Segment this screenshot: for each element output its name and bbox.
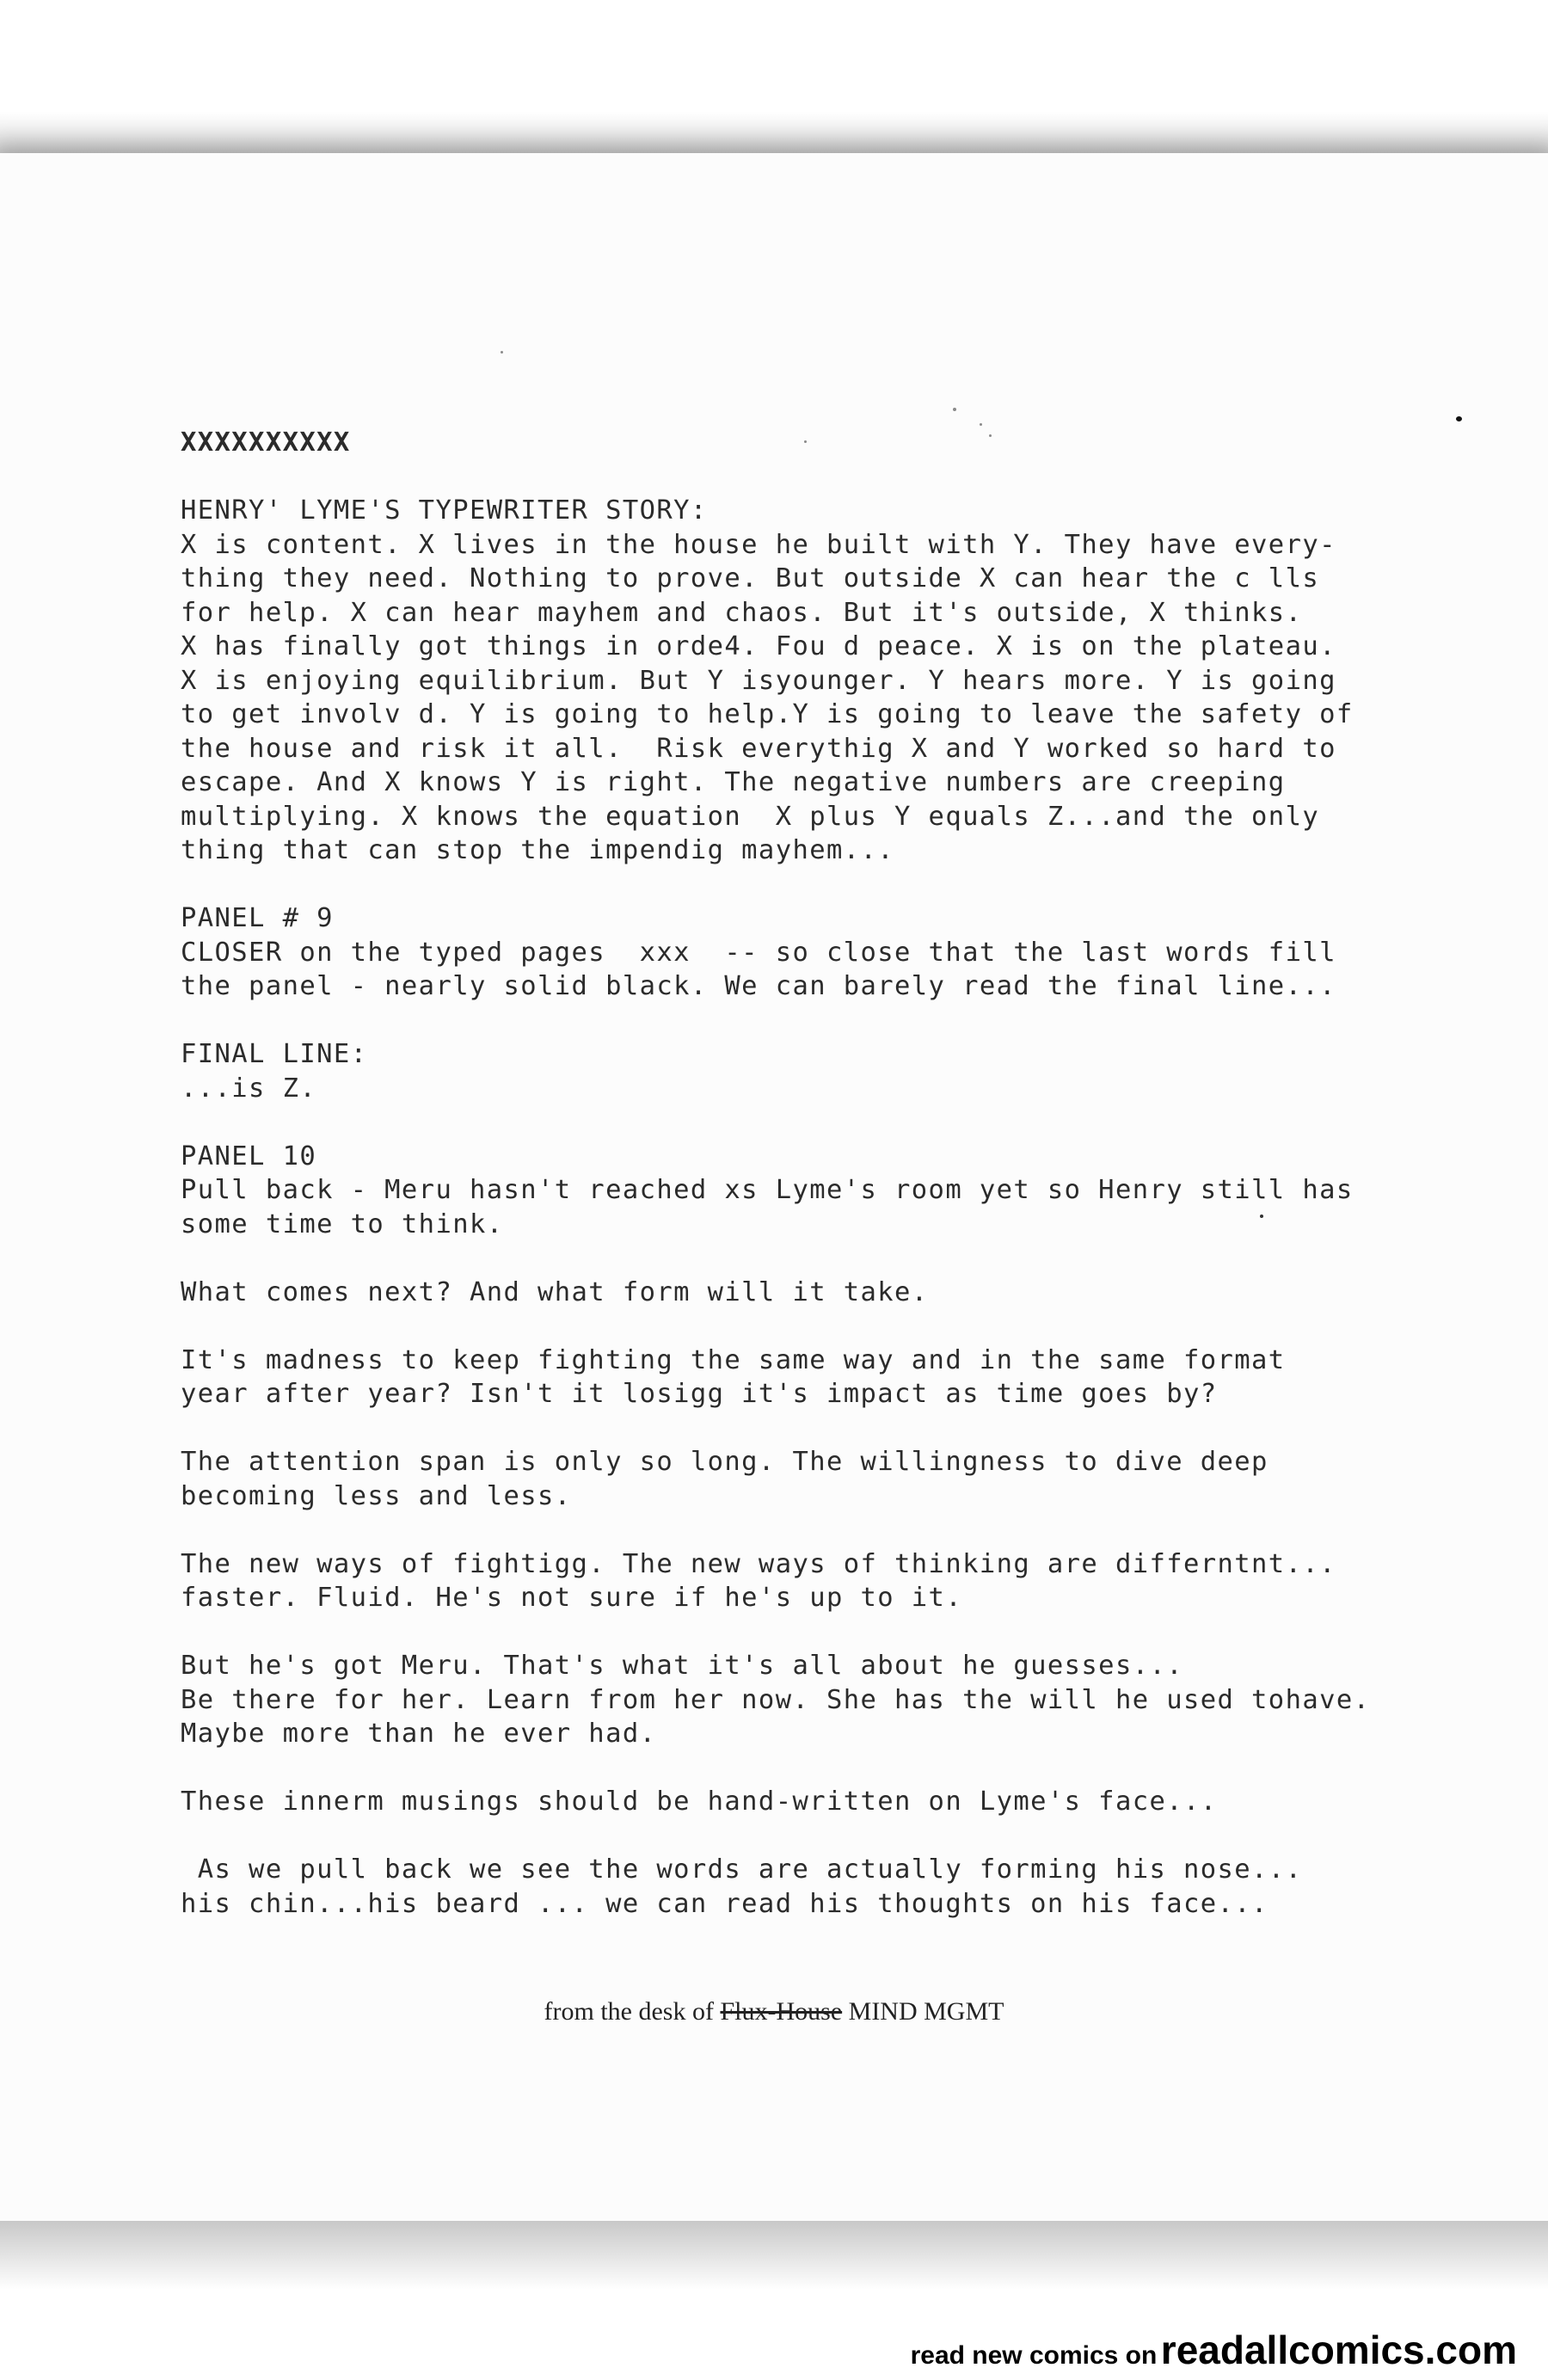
story-line: thing that can stop the impendig mayhem... [181, 835, 895, 865]
panel-9-line: CLOSER on the typed pages xxx -- so close that the last words fill [181, 937, 1336, 968]
paragraph-fighting-line: The new ways of fightigg. The new ways of thinking are differntnt... [181, 1548, 1336, 1579]
story-line: X is content. X lives in the house he built with Y. They have every- [181, 529, 1336, 560]
paragraph-inner-musings: These innerm musings should be hand-written on Lyme's face... [181, 1787, 1218, 1817]
panel-9-line: the panel - nearly solid black. We can barely read the final line... [181, 971, 1336, 1001]
story-line: to get involv d. Y is going to help.Y is going to leave the safety of [181, 699, 1354, 729]
struck-heading: XXXXXXXXXX [181, 427, 351, 458]
story-line: for help. X can hear mayhem and chaos. But it's outside, X thinks. [181, 597, 1303, 628]
paragraph-fighting-line: faster. Fluid. He's not sure if he's up to it. [181, 1583, 963, 1613]
paragraph-madness-line: It's madness to keep fighting the same way and in the same format [181, 1344, 1286, 1375]
paragraph-what-comes-next: What comes next? And what form will it take. [181, 1276, 929, 1307]
footer-struck-name: Flux-House [720, 1997, 843, 2026]
final-line-text: ...is Z. [181, 1073, 317, 1104]
story-line: X has finally got things in orde4. Fou d peace. X is on the plateau. [181, 631, 1336, 661]
page-bottom-shadow [0, 2221, 1548, 2290]
story-line: the house and risk it all. Risk everythig X and Y worked so hard to [181, 733, 1336, 764]
paragraph-meru-line: Maybe more than he ever had. [181, 1719, 657, 1749]
story-line: X is enjoying equilibrium. But Y isyounger. Y hears more. Y is going [181, 665, 1336, 696]
paragraph-meru-line: Be there for her. Learn from her now. She has the will he used tohave. [181, 1684, 1371, 1715]
from-the-desk-footer [0, 1997, 1548, 2026]
site-watermark [911, 2327, 1517, 2373]
paragraph-meru-line: But he's got Meru. That's what it's all about he guesses... [181, 1651, 1183, 1681]
watermark-prefix: read new comics on [910, 2341, 1158, 2370]
story-heading: HENRY' LYME'S TYPEWRITER STORY: [181, 495, 708, 526]
watermark-site-link[interactable]: readallcomics.com [1160, 2328, 1517, 2372]
footer-suffix: MIND MGMT [848, 1997, 1004, 2026]
panel-9-heading: PANEL # 9 [181, 903, 334, 933]
story-line: multiplying. X knows the equation X plus Y equals Z...and the only [181, 801, 1320, 832]
panel-10-line: Pull back - Meru hasn't reached xs Lyme's room yet so Henry still has [181, 1175, 1354, 1205]
paragraph-pull-back-line: his chin...his beard ... we can read his thoughts on his face... [181, 1888, 1268, 1919]
panel-10-heading: PANEL 10 [181, 1141, 317, 1172]
paragraph-attention-line: The attention span is only so long. The willingness to dive deep [181, 1447, 1268, 1477]
paragraph-pull-back-line: As we pull back we see the words are actually forming his nose... [181, 1854, 1303, 1885]
paper-speck [1456, 416, 1462, 421]
final-line-heading: FINAL LINE: [181, 1039, 368, 1069]
story-line: escape. And X knows Y is right. The negative numbers are creeping [181, 767, 1286, 797]
paper-speck [501, 351, 503, 354]
paragraph-madness-line: year after year? Isn't it losigg it's impact as time goes by? [181, 1379, 1218, 1409]
story-line: thing they need. Nothing to prove. But outside X can hear the c lls [181, 563, 1320, 593]
paper-speck [953, 408, 956, 411]
footer-prefix: from the desk of [544, 1997, 714, 2026]
paragraph-attention-line: becoming less and less. [181, 1480, 572, 1511]
typed-text-block [181, 426, 1496, 1921]
panel-10-line: some time to think. [181, 1208, 504, 1239]
